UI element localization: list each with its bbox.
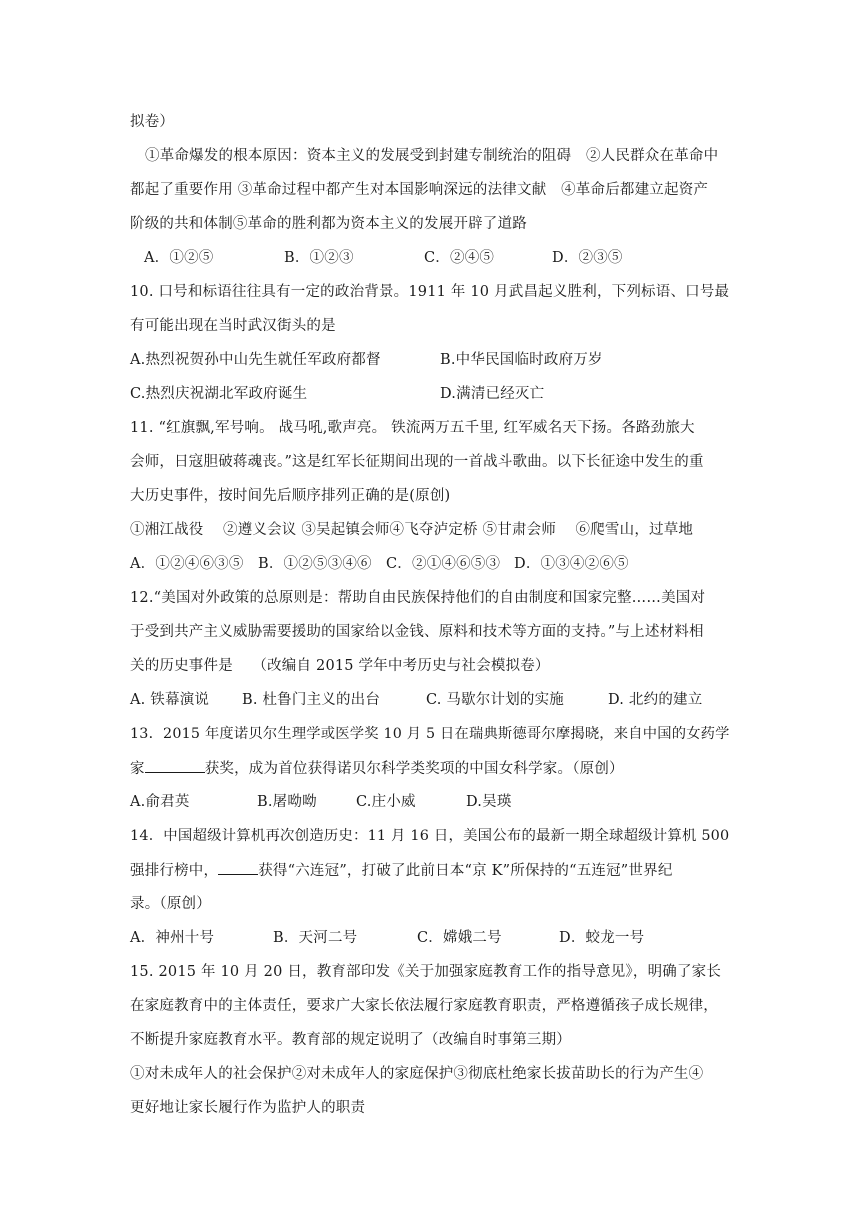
q9-statements-line-1: ①革命爆发的根本原因：资本主义的发展受到封建专制统治的阻碍 ②人民群众在革命中 bbox=[145, 148, 719, 164]
q10-options-row-2 bbox=[130, 384, 730, 404]
q11-events-line: ①湘江战役 ②遵义会议 ③吴起镇会师④飞夺泸定桥 ⑤甘肃会师 ⑥爬雪山，过草地 bbox=[130, 522, 694, 538]
q14-stem-prefix: 强排行榜中， bbox=[130, 863, 219, 879]
q9-statements-line-2: 都起了重要作用 ③革命过程中都产生对本国影响深远的法律文献 ④革命后都建立起资产 bbox=[130, 182, 709, 198]
q10-stem-line-1: 10. 口号和标语往往具有一定的政治背景。1911 年 10 月武昌起义胜利，下列标语、口号最 bbox=[130, 284, 730, 300]
q12-option-c: C. 马歇尔计划的实施 bbox=[426, 692, 564, 708]
q13-option-d: D.吴瑛 bbox=[466, 794, 512, 810]
q13-stem-prefix: 家 bbox=[130, 761, 145, 777]
q11-stem-line-2: 会师，日寇胆破蒋魂丧。”这是红军长征期间出现的一首战斗歌曲。以下长征途中发生的重 bbox=[130, 454, 704, 470]
q12-option-a: A. 铁幕演说 bbox=[130, 692, 210, 708]
q15-stem-line-2: 在家庭教育中的主体责任，要求广大家长依法履行家庭教育职责，严格遵循孩子成长规律， bbox=[130, 998, 718, 1014]
q11-stem-line-3: 大历史事件，按时间先后顺序排列正确的是(原创) bbox=[130, 488, 451, 504]
q12-option-d: D. 北约的建立 bbox=[608, 692, 703, 708]
q9-source-continuation: 拟卷） bbox=[130, 114, 175, 130]
q14-option-d: D．蛟龙一号 bbox=[559, 930, 645, 946]
q9-statements-line-3: 阶级的共和体制⑤革命的胜利都为资本主义的发展开辟了道路 bbox=[130, 216, 527, 232]
q11-options-row bbox=[130, 554, 730, 574]
q15-statements-line-2: 更好地让家长履行作为监护人的职责 bbox=[130, 1100, 366, 1116]
q14-answer-blank bbox=[218, 860, 258, 875]
q15-stem-line-1: 15. 2015 年 10 月 20 日，教育部印发《关于加强家庭教育工作的指导意见》，明确了家长 bbox=[130, 964, 722, 980]
q12-option-b: B. 杜鲁门主义的出台 bbox=[242, 692, 381, 708]
q9-option-c: C．②④⑤ bbox=[424, 250, 495, 266]
q14-option-b: B．天河二号 bbox=[273, 930, 358, 946]
q12-stem-line-1: 12.“美国对外政策的总原则是：帮助自由民族保持他们的自由制度和国家完整……美国对 bbox=[130, 590, 706, 606]
q12-options-row bbox=[130, 690, 730, 710]
q12-stem-line-3: 关的历史事件是 （改编自 2015 学年中考历史与社会模拟卷） bbox=[130, 658, 550, 674]
q11-option-c: C．②①④⑥⑤③ bbox=[386, 556, 501, 572]
q13-options-row bbox=[130, 792, 730, 812]
q13-option-c: C.庄小威 bbox=[356, 794, 416, 810]
q13-answer-blank bbox=[145, 758, 205, 773]
q14-option-c: C．嫦娥二号 bbox=[417, 930, 502, 946]
q14-option-a: A．神州十号 bbox=[130, 930, 215, 946]
q13-stem-line-2 bbox=[130, 758, 730, 778]
q9-option-d: D．②③⑤ bbox=[552, 250, 623, 266]
q11-option-b: B．①②⑤③④⑥ bbox=[258, 556, 372, 572]
q15-statements-line-1: ①对未成年人的社会保护②对未成年人的家庭保护③彻底杜绝家长拔苗助长的行为产生④ bbox=[130, 1066, 704, 1082]
q13-option-a: A.俞君英 bbox=[130, 794, 190, 810]
q11-option-d: D．①③④②⑥⑤ bbox=[514, 556, 629, 572]
q9-option-a: A．①②⑤ bbox=[144, 250, 214, 266]
q10-option-d: D.满清已经灭亡 bbox=[440, 386, 545, 402]
q13-stem-suffix: 获奖，成为首位获得诺贝尔科学类奖项的中国女科学家。（原创） bbox=[204, 761, 624, 777]
q15-stem-line-3: 不断提升家庭教育水平。教育部的规定说明了（改编自时事第三期） bbox=[130, 1032, 571, 1048]
q14-stem-line-2 bbox=[130, 860, 730, 880]
q11-option-a: A．①②④⑥③⑤ bbox=[130, 556, 244, 572]
q10-option-b: B.中华民国临时政府万岁 bbox=[440, 352, 603, 368]
q12-stem-line-2: 于受到共产主义威胁需要援助的国家给以金钱、原料和技术等方面的支持。”与上述材料相 bbox=[130, 624, 704, 640]
q13-option-b: B.屠呦呦 bbox=[257, 794, 317, 810]
q13-stem-line-1: 13．2015 年度诺贝尔生理学或医学奖 10 月 5 日在瑞典斯德哥尔摩揭晓，来自中国的女药学 bbox=[130, 726, 730, 742]
q14-stem-suffix: 获得“六连冠”，打破了此前日本“京 K”所保持的“五连冠”世界纪 bbox=[258, 863, 673, 879]
q14-stem-line-1: 14．中国超级计算机再次创造历史：11 月 16 日，美国公布的最新一期全球超级计算机 500 bbox=[130, 828, 730, 844]
q9-options-row bbox=[130, 248, 730, 268]
q14-options-row bbox=[130, 928, 730, 948]
q11-stem-line-1: 11. “红旗飘,军号响。 战马吼,歌声亮。 铁流两万五千里, 红军威名天下扬。各路劲旅大 bbox=[130, 420, 695, 436]
q14-stem-line-3: 录。（原创） bbox=[130, 896, 211, 912]
q10-option-c: C.热烈庆祝湖北军政府诞生 bbox=[130, 386, 308, 402]
q10-options-row-1 bbox=[130, 350, 730, 370]
q9-option-b: B．①②③ bbox=[284, 250, 354, 266]
q10-stem-line-2: 有可能出现在当时武汉街头的是 bbox=[130, 318, 336, 334]
q10-option-a: A.热烈祝贺孙中山先生就任军政府都督 bbox=[130, 352, 381, 368]
